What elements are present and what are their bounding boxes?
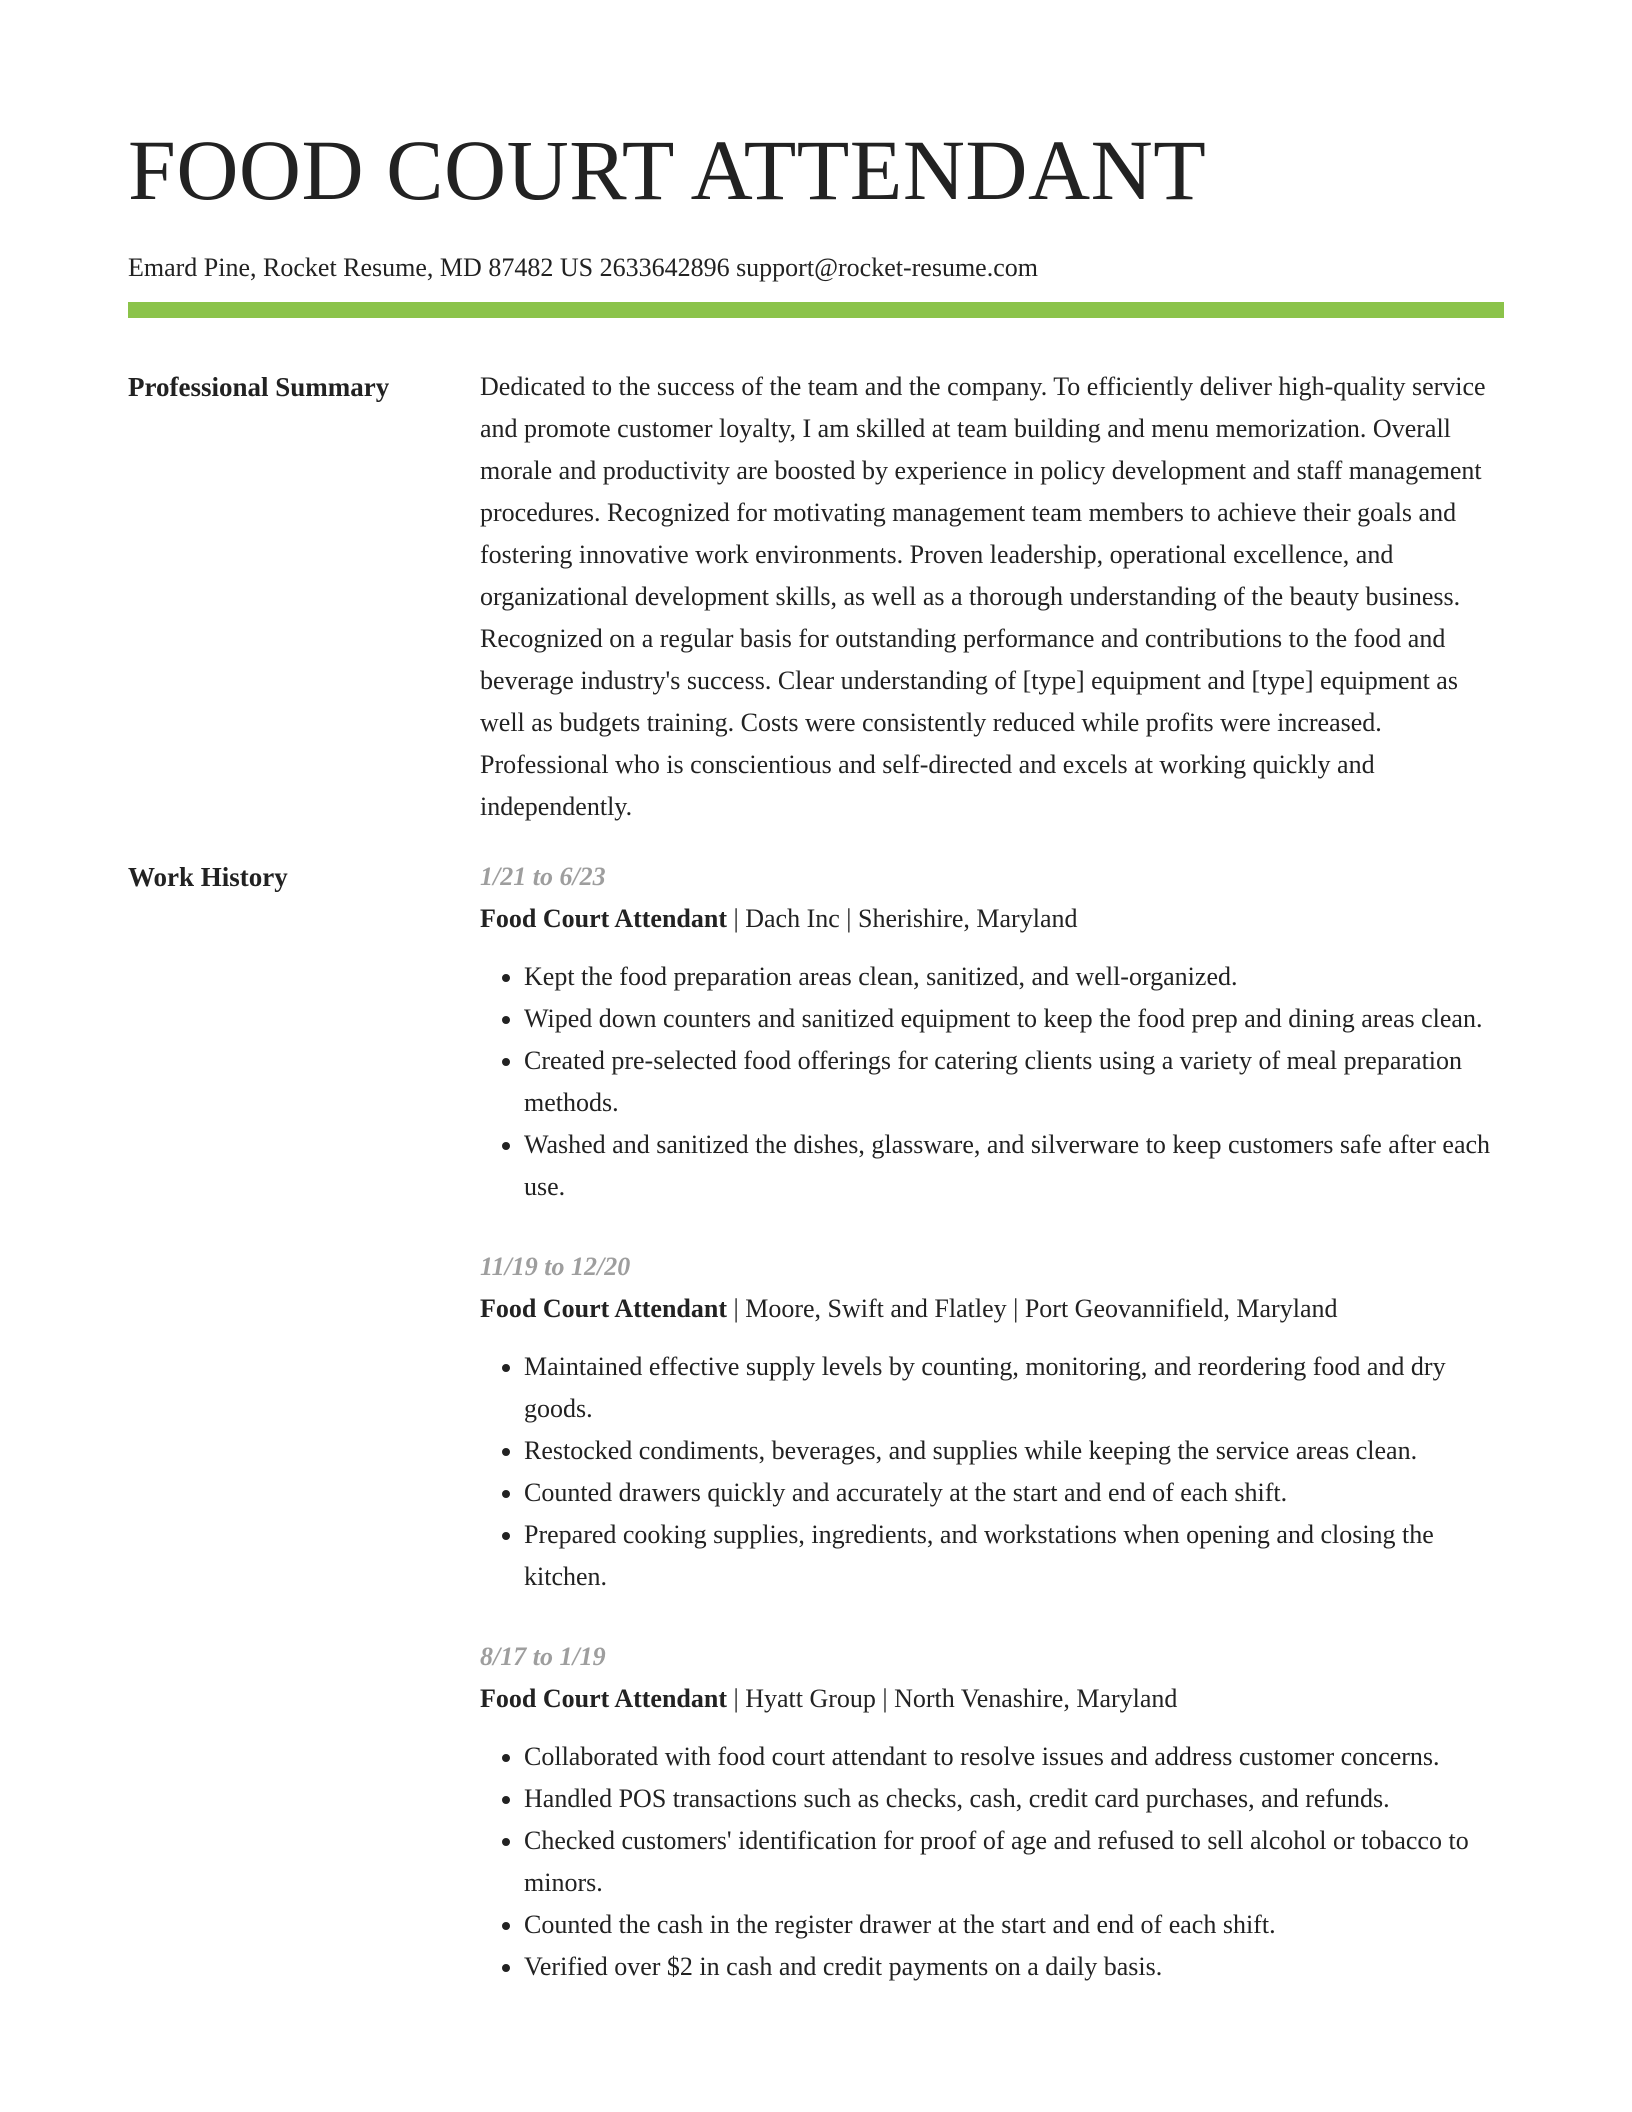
job-role: Food Court Attendant <box>480 904 728 933</box>
job-bullets <box>480 956 1504 1208</box>
job-bullet: • Restocked condiments, beverages, and supplies while keeping the service areas clean. <box>524 1430 1504 1472</box>
job-dates: 1/21 to 6/23 <box>480 862 606 891</box>
job-details: | Moore, Swift and Flatley | Port Geovannifield, Maryland <box>727 1294 1338 1323</box>
job-details: | Hyatt Group | North Venashire, Maryland <box>727 1684 1178 1713</box>
job-bullet: • Wiped down counters and sanitized equipment to keep the food prep and dining areas clean. <box>524 998 1504 1040</box>
accent-divider <box>128 302 1504 318</box>
job-entry <box>480 856 1504 1208</box>
job-bullet: • Counted the cash in the register drawer at the start and end of each shift. <box>524 1904 1504 1946</box>
job-bullet: • Counted drawers quickly and accurately at the start and end of each shift. <box>524 1472 1504 1514</box>
job-entry <box>480 1636 1504 1988</box>
summary-text: Dedicated to the success of the team and the company. To efficiently deliver high-quality service and promote customer loyalty, I am skilled at team building and menu memorization. Overall morale and productivity are boosted by experience in policy development and staff management procedures. Recognized for motivating management team members to achieve their goals and fostering innovative work environments. Proven leadership, operational excellence, and organizational development skills, as well as a thorough understanding of the beauty business. Recognized on a regular basis for outstanding performance and contributions to the food and beverage industry's success. Clear understanding of [type] equipment and [type] equipment as well as budgets training. Costs were consistently reduced while profits were increased. Professional who is conscientious and self-directed and excels at working quickly and independently. <box>480 372 1486 821</box>
summary-section <box>128 366 1504 828</box>
job-bullet: • Maintained effective supply levels by counting, monitoring, and reordering food and dry goods. <box>524 1346 1504 1430</box>
job-dates: 11/19 to 12/20 <box>480 1252 631 1281</box>
contact-line: Emard Pine, Rocket Resume, MD 87482 US 2633642896 support@rocket-resume.com <box>128 253 1038 282</box>
job-dates: 8/17 to 1/19 <box>480 1642 606 1671</box>
job-heading <box>480 1288 1504 1330</box>
job-bullet: • Collaborated with food court attendant to resolve issues and address customer concerns. <box>524 1736 1504 1778</box>
resume-title: FOOD COURT ATTENDANT <box>128 122 1207 218</box>
work-history-body <box>480 856 1504 2026</box>
resume-page <box>128 0 1504 2026</box>
section-label-work-history: Work History <box>128 862 288 892</box>
job-entry <box>480 1246 1504 1598</box>
job-heading <box>480 1678 1504 1720</box>
section-label-summary: Professional Summary <box>128 372 390 402</box>
job-bullet: • Washed and sanitized the dishes, glassware, and silverware to keep customers safe after each use. <box>524 1124 1504 1208</box>
job-bullet: • Verified over $2 in cash and credit payments on a daily basis. <box>524 1946 1504 1988</box>
job-heading <box>480 898 1504 940</box>
summary-body <box>480 366 1504 828</box>
work-history-section <box>128 856 1504 2026</box>
job-bullets <box>480 1346 1504 1598</box>
job-role: Food Court Attendant <box>480 1684 728 1713</box>
job-bullet: • Handled POS transactions such as checks, cash, credit card purchases, and refunds. <box>524 1778 1504 1820</box>
job-bullet: • Prepared cooking supplies, ingredients, and workstations when opening and closing the kitchen. <box>524 1514 1504 1598</box>
job-bullet: • Created pre-selected food offerings for catering clients using a variety of meal preparation methods. <box>524 1040 1504 1124</box>
job-role: Food Court Attendant <box>480 1294 728 1323</box>
job-bullet: • Kept the food preparation areas clean, sanitized, and well-organized. <box>524 956 1504 998</box>
job-bullet: • Checked customers' identification for proof of age and refused to sell alcohol or tobacco to minors. <box>524 1820 1504 1904</box>
job-bullets <box>480 1736 1504 1988</box>
job-details: | Dach Inc | Sherishire, Maryland <box>727 904 1078 933</box>
